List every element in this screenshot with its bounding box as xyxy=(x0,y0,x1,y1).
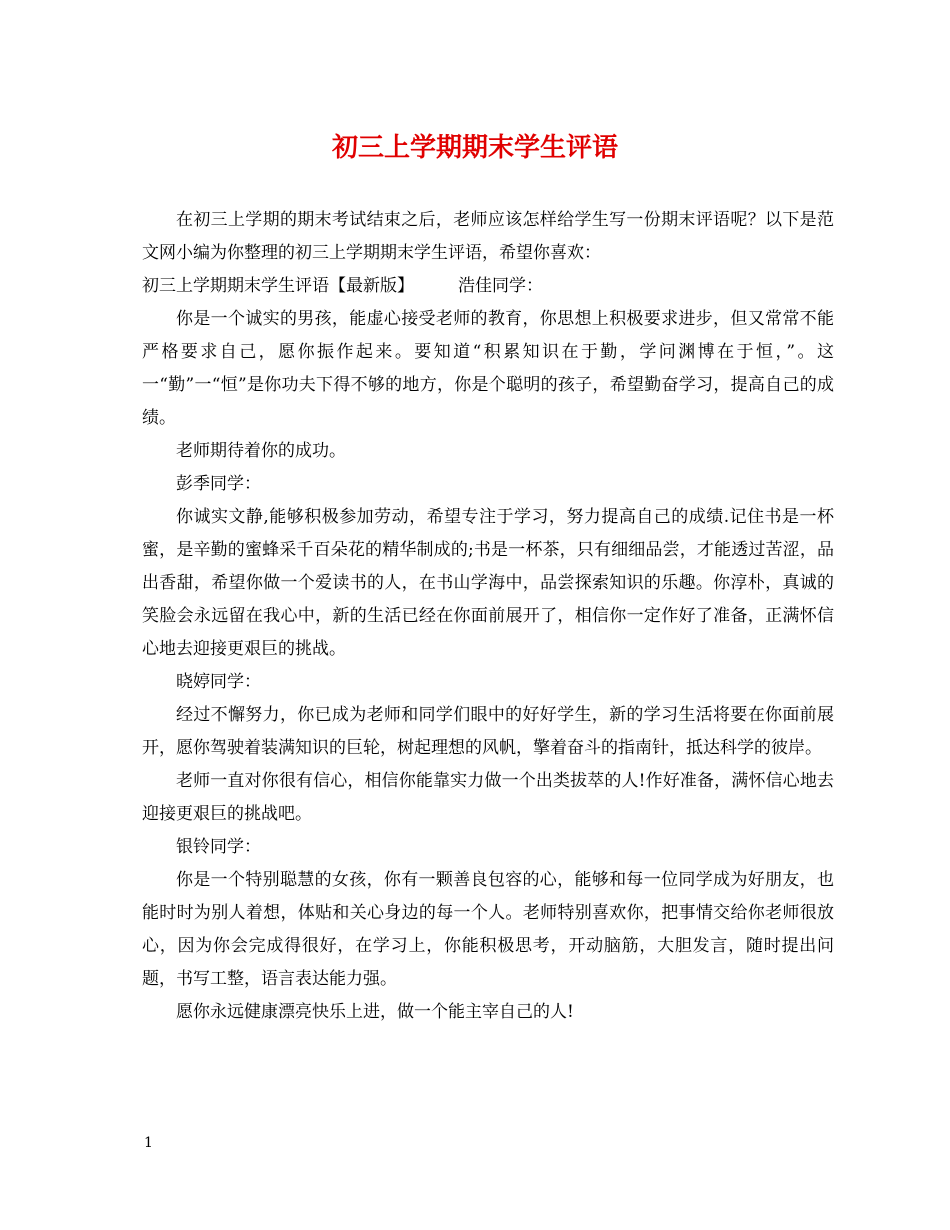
comment-paragraph: 经过不懈努力，你已成为老师和同学们眼中的好好学生，新的学习生活将要在你面前展开，愿你驾驶着装满知识的巨轮，树起理想的风帆，擎着奋斗的指南针，抵达科学的彼岸。 xyxy=(142,705,834,758)
comment-paragraph: 老师期待着你的成功。 xyxy=(176,441,346,461)
intro-paragraph: 在初三上学期的期末考试结束之后，老师应该怎样给学生写一份期末评语呢？以下是范文网小编为你整理的初三上学期期末学生评语，希望你喜欢： xyxy=(142,210,834,263)
article-subtitle: 初三上学期期末学生评语【最新版】 xyxy=(142,276,414,296)
student-name-pengji: 彭季同学： xyxy=(176,474,261,494)
student-name-yinling: 银铃同学： xyxy=(176,837,261,857)
student-name-haojia: 浩佳同学： xyxy=(458,276,543,296)
comment-paragraph: 你诚实文静,能够积极参加劳动，希望专注于学习，努力提高自己的成绩.记住书是一杯蜜，是辛勤的蜜蜂采千百朵花的精华制成的;书是一杯茶，只有细细品尝，才能透过苦涩，品出香甜，希望你做一个爱读书的人，在书山学海中，品尝探索知识的乐趣。你淳朴，真诚的笑脸会永远留在我心中，新的生活已经在你面前展开了，相信你一定作好了准备，正满怀信心地去迎接更艰巨的挑战。 xyxy=(142,507,834,659)
student-name-xiaoting: 晓婷同学： xyxy=(176,672,261,692)
comment-paragraph: 你是一个诚实的男孩，能虚心接受老师的教育，你思想上积极要求进步，但又常常不能严格要求自己，愿你振作起来。要知道“积累知识在于勤，学问渊博在于恒，”。这一“勤”一“恒”是你功夫下得不够的地方，你是个聪明的孩子，希望勤奋学习，提高自己的成绩。 xyxy=(142,309,834,428)
document-body xyxy=(142,204,834,1029)
page-number: 1 xyxy=(144,1135,153,1151)
subtitle-line xyxy=(142,270,834,303)
comment-paragraph: 老师一直对你很有信心，相信你能靠实力做一个出类拔萃的人!作好准备，满怀信心地去迎接更艰巨的挑战吧。 xyxy=(142,771,834,824)
page-title: 初三上学期期末学生评语 xyxy=(331,133,618,163)
comment-paragraph: 你是一个特别聪慧的女孩，你有一颗善良包容的心，能够和每一位同学成为好朋友，也能时时为别人着想，体贴和关心身边的每一个人。老师特别喜欢你，把事情交给你老师很放心，因为你会完成得很好，在学习上，你能积极思考，开动脑筋，大胆发言，随时提出问题，书写工整，语言表达能力强。 xyxy=(142,870,834,989)
comment-paragraph: 愿你永远健康漂亮快乐上进，做一个能主宰自己的人! xyxy=(176,1002,574,1022)
